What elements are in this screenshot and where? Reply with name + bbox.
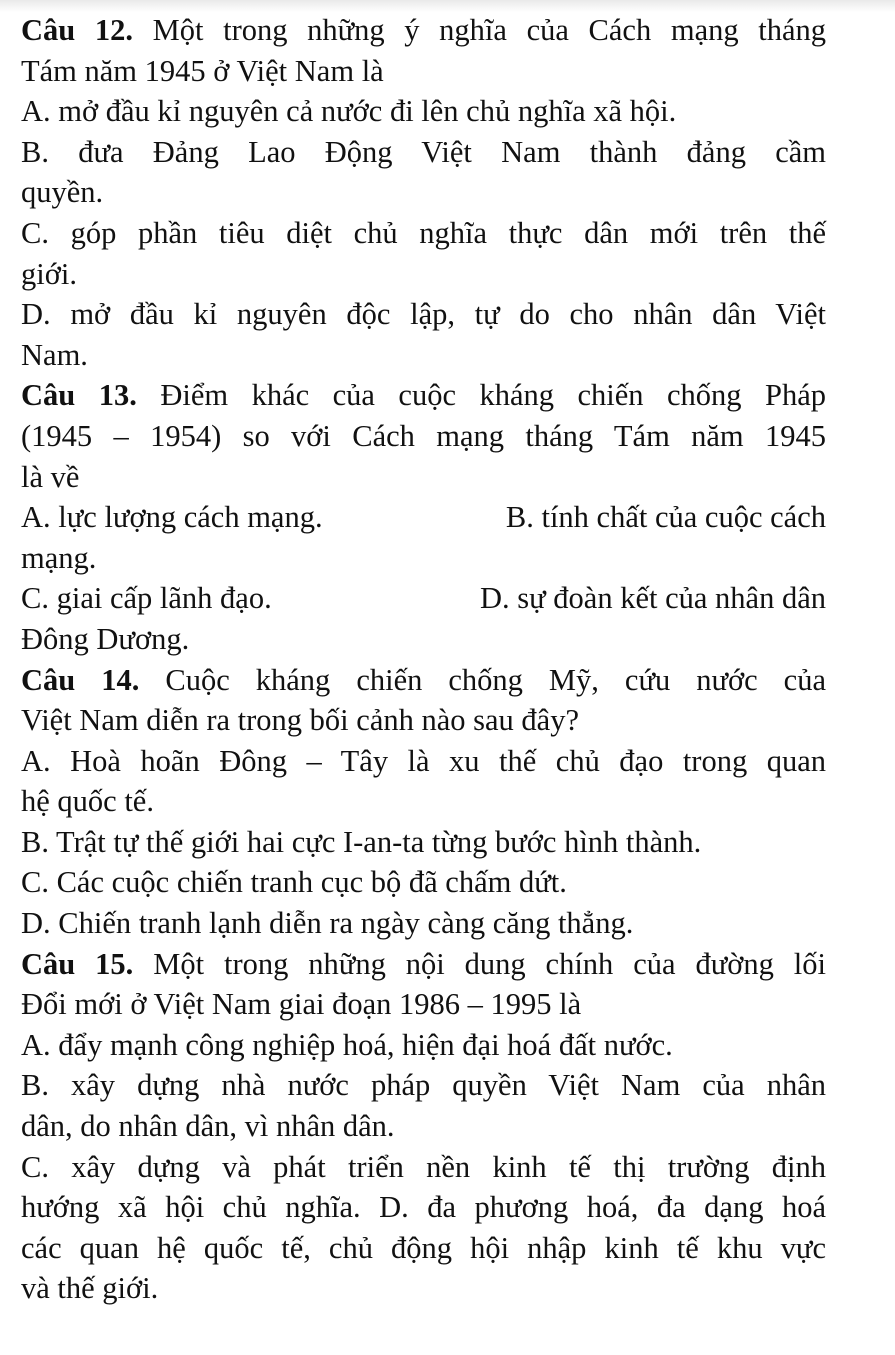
question-13-stem-line1: Câu 13. Điểm khác của cuộc kháng chiến chống Pháp xyxy=(21,378,827,413)
question-12-option-d: D. mở đầu kỉ nguyên độc lập, tự do cho nhân dân Việt xyxy=(21,297,826,332)
question-12-option-c-cont: giới. xyxy=(21,256,77,291)
question-13-label: Câu 13. xyxy=(21,378,137,413)
question-14-option-b: B. Trật tự thế giới hai cực I-an-ta từng bước hình thành. xyxy=(21,824,702,859)
question-13-option-c: C. giai cấp lãnh đạo. xyxy=(21,581,272,616)
question-13-stem-line3: là về xyxy=(21,459,80,494)
question-12 xyxy=(21,10,826,375)
question-15-option-c-cont3: và thế giới. xyxy=(21,1271,159,1306)
question-12-stem-line2: Tám năm 1945 ở Việt Nam là xyxy=(21,53,384,88)
question-15-stem-line1: Câu 15. Một trong những nội dung chính của đường lối xyxy=(21,946,827,981)
question-13-option-d-cont: Đông Dương. xyxy=(21,621,190,656)
question-14-option-a-cont: hệ quốc tế. xyxy=(21,784,154,819)
question-14-stem-line2: Việt Nam diễn ra trong bối cảnh nào sau đây? xyxy=(21,703,579,738)
exam-page xyxy=(21,10,826,1309)
question-14-stem-line1: Câu 14. Cuộc kháng chiến chống Mỹ, cứu nước của xyxy=(21,662,827,697)
question-13-option-b-cont: mạng. xyxy=(21,540,97,575)
question-12-stem-line1: Câu 12. Một trong những ý nghĩa của Cách mạng tháng xyxy=(21,13,826,47)
question-14-option-c: C. Các cuộc chiến tranh cục bộ đã chấm dứt. xyxy=(21,865,567,900)
question-14-option-a: A. Hoà hoãn Đông – Tây là xu thế chủ đạo trong quan xyxy=(21,743,826,778)
question-15 xyxy=(21,944,826,1309)
question-15-label: Câu 15. xyxy=(21,946,134,981)
question-15-option-b: B. xây dựng nhà nước pháp quyền Việt Nam của nhân xyxy=(21,1068,826,1103)
question-12-option-c: C. góp phần tiêu diệt chủ nghĩa thực dân mới trên thế xyxy=(21,215,826,250)
question-13-row-ab xyxy=(21,497,826,538)
question-13-row-cd xyxy=(21,578,826,619)
question-12-option-b: B. đưa Đảng Lao Động Việt Nam thành đảng cầm xyxy=(21,134,826,169)
question-14 xyxy=(21,660,826,944)
question-13-option-a: A. lực lượng cách mạng. xyxy=(21,500,323,535)
question-15-option-a: A. đẩy mạnh công nghiệp hoá, hiện đại hoá đất nước. xyxy=(21,1027,673,1062)
question-12-option-d-cont: Nam. xyxy=(21,337,88,372)
question-15-option-c-cont: hướng xã hội chủ nghĩa. D. đa phương hoá, đa dạng hoá xyxy=(21,1190,826,1225)
question-13-option-d: D. sự đoàn kết của nhân dân xyxy=(480,581,826,616)
question-14-option-d: D. Chiến tranh lạnh diễn ra ngày càng căng thẳng. xyxy=(21,906,634,941)
question-13-stem-line2: (1945 – 1954) so với Cách mạng tháng Tám năm 1945 xyxy=(21,418,826,453)
question-13-option-b: B. tính chất của cuộc cách xyxy=(505,500,826,535)
question-12-option-b-cont: quyền. xyxy=(21,175,104,210)
question-15-option-b-cont: dân, do nhân dân, vì nhân dân. xyxy=(21,1109,395,1144)
question-14-label: Câu 14. xyxy=(21,662,140,697)
question-13 xyxy=(21,375,826,659)
question-15-option-c-cont2: các quan hệ quốc tế, chủ động hội nhập kinh tế khu vực xyxy=(21,1230,826,1265)
question-12-option-a: A. mở đầu kỉ nguyên cả nước đi lên chủ nghĩa xã hội. xyxy=(21,94,677,129)
question-12-label: Câu 12. xyxy=(21,13,133,47)
question-15-option-c: C. xây dựng và phát triển nền kinh tế thị trường định xyxy=(21,1149,826,1184)
question-15-stem-line2: Đổi mới ở Việt Nam giai đoạn 1986 – 1995 là xyxy=(21,987,582,1022)
